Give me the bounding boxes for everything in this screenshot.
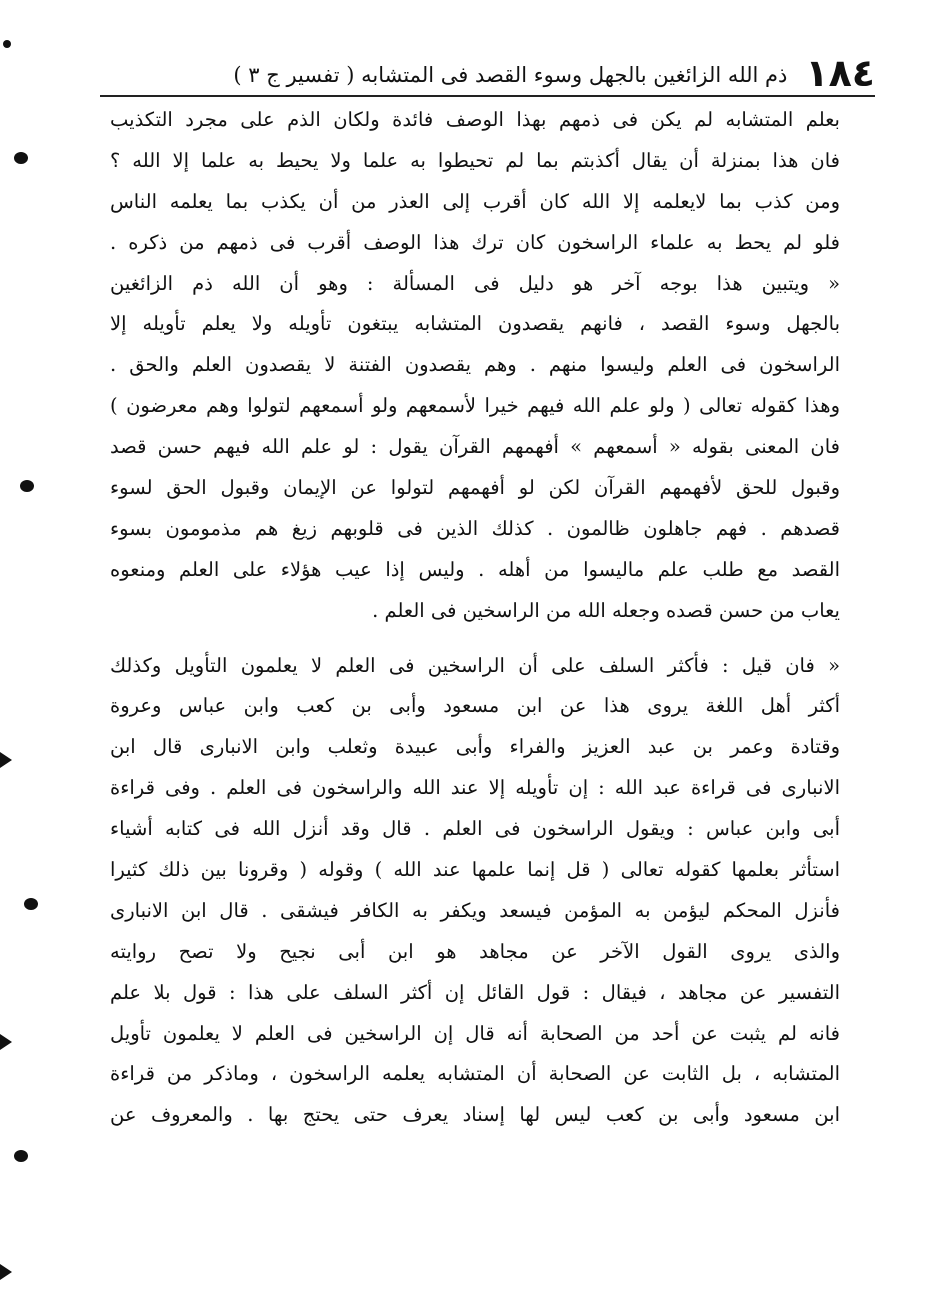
text-line: وقتادة وعمر بن عبد العزيز والفراء وأبى عبيدة وثعلب وابن الانبارى قال ابن — [110, 735, 840, 759]
text-line: بالجهل وسوء القصد ، فانهم يقصدون المتشابه يبتغون تأويله ولا يعلم تأويله إلا — [110, 312, 840, 336]
text-line: فلو لم يحط به علماء الراسخون كان ترك هذا الوصف أقرب فى ذمهم من ذكره . — [110, 230, 840, 254]
text-line: أكثر أهل اللغة يروى هذا عن ابن مسعود وأبى بن كعب وابن عباس وعروة — [110, 694, 840, 718]
text-line: أبى وابن عباس : ويقول الراسخون فى العلم . قال وقد أنزل الله فى كتابه أشياء — [110, 817, 840, 841]
text-line: فان المعنى بقوله « أسمعهم » أفهمهم القرآن يقول : لو علم الله فيهم حسن قصد — [110, 435, 840, 459]
text-line: والذى يروى القول الآخر عن مجاهد هو ابن أبى نجيح ولا تصح روايته — [110, 939, 840, 963]
page-number: ١٨٤ — [805, 51, 875, 95]
text-line: قصدهم . فهم جاهلون ظالمون . كذلك الذين فى قلوبهم زيغ هم مذمومون بسوء — [110, 516, 840, 540]
text-line: التفسير عن مجاهد ، فيقال : قول القائل إن أكثر السلف على هذا : قول بلا علم — [110, 980, 840, 1004]
text-line: وهذا كقوله تعالى ( ولو علم الله فيهم خيرا لأسمعهم ولو أسمعهم لتولوا وهم معرضون ) — [110, 394, 840, 418]
text-line: « ويتبين هذا بوجه آخر هو دليل فى المسألة : وهو أن الله ذم الزائغين — [110, 271, 840, 295]
page-header — [100, 34, 875, 95]
paragraph — [110, 100, 840, 264]
body-text — [110, 100, 840, 1136]
paragraph — [110, 264, 840, 632]
scan-mark — [0, 1034, 12, 1050]
header-rule — [100, 95, 875, 97]
text-line: القصد مع طلب علم ماليسوا من أهله . وليس إذا عيب هؤلاء على العلم ومنعوه — [110, 557, 840, 581]
text-line: الراسخون فى العلم وليسوا منهم . وهم يقصدون الفتنة لا يقصدون العلم والحق . — [110, 353, 840, 377]
text-line: الانبارى فى قراءة عبد الله : إن تأويله إلا عند الله والراسخون فى العلم . وفى قراءة — [110, 776, 840, 800]
paragraph-gap — [110, 632, 840, 646]
scan-mark — [0, 1264, 12, 1280]
text-line: يعاب من حسن قصده وجعله الله من الراسخين فى العلم . — [372, 598, 840, 622]
text-line: استأثر بعلمها كقوله تعالى ( قل إنما علمها عند الله ) وقوله ( وقرونا بين ذلك كثيرا — [110, 858, 840, 882]
text-line: فأنزل المحكم ليؤمن به المؤمن فيسعد ويكفر به الكافر فيشقى . قال ابن الانبارى — [110, 898, 840, 922]
text-line: فانه لم يثبت عن أحد من الصحابة أنه قال إن الراسخين فى العلم لا يعلمون تأويل — [110, 1021, 840, 1045]
text-line: ومن كذب بما لايعلمه إلا الله كان أقرب إلى العذر من أن يكذب بما يعلمه الناس — [110, 189, 840, 213]
scan-speck — [24, 898, 38, 910]
text-line: فان هذا بمنزلة أن يقال أكذبتم بما لم تحيطوا به علما ولا يحيط به علما إلا الله ؟ — [110, 148, 840, 172]
scan-speck — [14, 1150, 28, 1162]
text-line: بعلم المتشابه لم يكن فى ذمهم بهذا الوصف فائدة ولكان الذم على مجرد التكذيب — [110, 108, 840, 131]
scan-speck — [3, 40, 11, 48]
text-line: ابن مسعود وأبى بن كعب ليس لها إسناد يعرف حتى يحتج بها . والمعروف عن — [110, 1103, 840, 1127]
text-line: وقبول للحق لأفهمهم القرآن لكن لو أفهمهم لتولوا عن الإيمان وقبول الحق لسوء — [110, 476, 840, 500]
scan-mark — [0, 752, 12, 768]
text-line: المتشابه ، بل الثابت عن الصحابة أن المتشابه يعلمه الراسخون ، وماذكر من قراءة — [110, 1062, 840, 1086]
scan-speck — [20, 480, 34, 492]
scan-speck — [14, 152, 28, 164]
paragraph — [110, 646, 840, 1137]
running-head: ذم الله الزائغين بالجهل وسوء القصد فى المتشابه ( تفسير ج ٣ ) — [233, 62, 788, 87]
text-line: « فان قيل : فأكثر السلف على أن الراسخين فى العلم لا يعلمون التأويل وكذلك — [110, 653, 840, 677]
